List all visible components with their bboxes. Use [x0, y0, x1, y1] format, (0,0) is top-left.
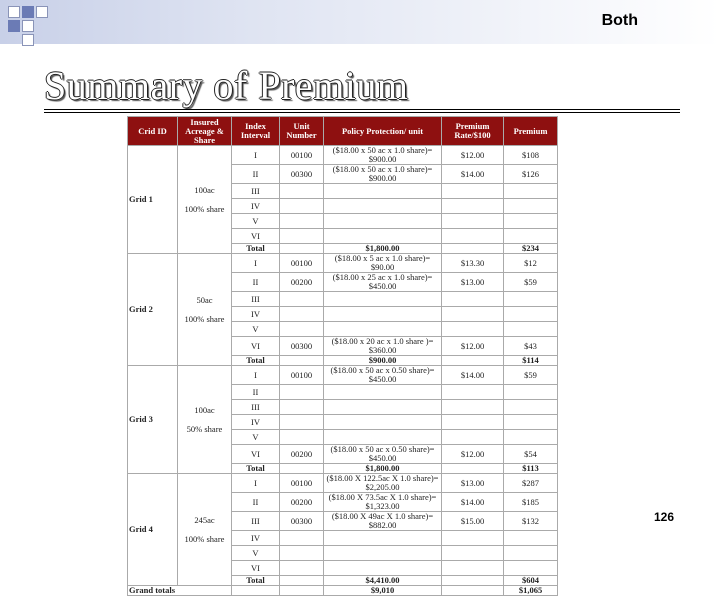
- interval-cell: II: [232, 493, 280, 512]
- protection-cell: [324, 184, 442, 199]
- rate-cell: $14.00: [442, 366, 504, 385]
- protection-cell: ($18.00 x 50 ac x 0.50 share)= $450.00: [324, 366, 442, 385]
- total-label: Total: [232, 464, 280, 474]
- premium-cell: $59: [504, 273, 558, 292]
- rate-cell: [442, 307, 504, 322]
- unit-cell: 00100: [280, 254, 324, 273]
- interval-cell: IV: [232, 199, 280, 214]
- grand-total-label: Grand totals: [128, 586, 232, 596]
- interval-cell: III: [232, 292, 280, 307]
- grid-id-cell: Grid 2: [128, 254, 178, 366]
- col-header: Index Interval: [232, 117, 280, 146]
- premium-cell: [504, 307, 558, 322]
- interval-cell: V: [232, 322, 280, 337]
- total-rate-cell: [442, 464, 504, 474]
- unit-cell: [280, 292, 324, 307]
- rate-cell: [442, 546, 504, 561]
- protection-cell: ($18.00 X 49ac X 1.0 share)= $882.00: [324, 512, 442, 531]
- rate-cell: [442, 531, 504, 546]
- total-premium: $234: [504, 244, 558, 254]
- grand-total-blank: [280, 586, 324, 596]
- premium-cell: [504, 385, 558, 400]
- unit-cell: [280, 415, 324, 430]
- interval-cell: III: [232, 184, 280, 199]
- premium-cell: [504, 322, 558, 337]
- unit-cell: [280, 214, 324, 229]
- interval-cell: I: [232, 474, 280, 493]
- share-value: 100% share: [184, 203, 225, 214]
- total-protection: $1,800.00: [324, 464, 442, 474]
- col-header: Premium Rate/$100: [442, 117, 504, 146]
- protection-cell: [324, 415, 442, 430]
- protection-cell: [324, 561, 442, 576]
- unit-cell: 00100: [280, 146, 324, 165]
- total-premium: $114: [504, 356, 558, 366]
- share-value: 100% share: [184, 313, 225, 324]
- protection-cell: ($18.00 x 50 ac x 1.0 share)= $900.00: [324, 165, 442, 184]
- unit-cell: [280, 531, 324, 546]
- premium-cell: $108: [504, 146, 558, 165]
- col-header: Premium: [504, 117, 558, 146]
- acreage-value: 50ac: [196, 294, 213, 305]
- protection-cell: ($18.00 X 122.5ac X 1.0 share)= $2,205.00: [324, 474, 442, 493]
- protection-cell: ($18.00 x 50 ac x 0.50 share)= $450.00: [324, 445, 442, 464]
- rate-cell: [442, 561, 504, 576]
- protection-cell: [324, 430, 442, 445]
- protection-cell: ($18.00 x 20 ac x 1.0 share )= $360.00: [324, 337, 442, 356]
- slide-title: Summary of Premium: [44, 63, 409, 108]
- share-value: 100% share: [184, 533, 225, 544]
- premium-cell: [504, 415, 558, 430]
- rate-cell: $14.00: [442, 493, 504, 512]
- unit-cell: 00200: [280, 445, 324, 464]
- unit-cell: 00100: [280, 366, 324, 385]
- interval-cell: V: [232, 546, 280, 561]
- rate-cell: $13.00: [442, 273, 504, 292]
- rate-cell: [442, 292, 504, 307]
- protection-cell: ($18.00 x 25 ac x 1.0 share)= $450.00: [324, 273, 442, 292]
- spacer: [179, 305, 230, 315]
- acreage-value: 100ac: [194, 404, 215, 415]
- unit-cell: 00100: [280, 474, 324, 493]
- premium-cell: $132: [504, 512, 558, 531]
- total-premium: $604: [504, 576, 558, 586]
- unit-cell: [280, 184, 324, 199]
- rate-cell: $12.00: [442, 445, 504, 464]
- premium-cell: [504, 214, 558, 229]
- total-protection: $900.00: [324, 356, 442, 366]
- protection-cell: ($18.00 x 50 ac x 1.0 share)= $900.00: [324, 146, 442, 165]
- rate-cell: [442, 430, 504, 445]
- unit-cell: [280, 385, 324, 400]
- rate-cell: $15.00: [442, 512, 504, 531]
- interval-cell: II: [232, 385, 280, 400]
- interval-cell: VI: [232, 337, 280, 356]
- protection-cell: [324, 307, 442, 322]
- audience-tag: Both: [601, 12, 638, 29]
- col-header: Unit Number: [280, 117, 324, 146]
- interval-cell: IV: [232, 307, 280, 322]
- protection-cell: [324, 322, 442, 337]
- total-label: Total: [232, 244, 280, 254]
- table-header-row: [128, 117, 558, 146]
- premium-cell: [504, 531, 558, 546]
- total-label: Total: [232, 356, 280, 366]
- rate-cell: [442, 229, 504, 244]
- protection-cell: ($18.00 x 5 ac x 1.0 share)= $90.00: [324, 254, 442, 273]
- total-rate-cell: [442, 244, 504, 254]
- grand-total-row: [128, 586, 558, 596]
- acreage-cell: [178, 366, 232, 474]
- protection-cell: [324, 531, 442, 546]
- protection-cell: [324, 199, 442, 214]
- premium-cell: [504, 430, 558, 445]
- premium-cell: [504, 561, 558, 576]
- unit-cell: [280, 229, 324, 244]
- premium-cell: $185: [504, 493, 558, 512]
- spacer: [179, 195, 230, 205]
- premium-cell: [504, 229, 558, 244]
- spacer: [179, 415, 230, 425]
- table-row: [128, 366, 558, 385]
- premium-cell: $54: [504, 445, 558, 464]
- unit-cell: [280, 307, 324, 322]
- table-row: [128, 254, 558, 273]
- unit-cell: 00200: [280, 273, 324, 292]
- decor-square: [22, 6, 34, 18]
- interval-cell: II: [232, 165, 280, 184]
- rate-cell: [442, 214, 504, 229]
- protection-cell: [324, 400, 442, 415]
- premium-cell: $59: [504, 366, 558, 385]
- total-protection: $4,410.00: [324, 576, 442, 586]
- rate-cell: [442, 385, 504, 400]
- rate-cell: [442, 184, 504, 199]
- unit-cell: [280, 546, 324, 561]
- page-number: 126: [654, 510, 675, 524]
- premium-cell: [504, 199, 558, 214]
- total-rate-cell: [442, 356, 504, 366]
- title-rule: [44, 109, 680, 113]
- unit-cell: [280, 322, 324, 337]
- total-label: Total: [232, 576, 280, 586]
- premium-cell: $126: [504, 165, 558, 184]
- protection-cell: [324, 214, 442, 229]
- rate-cell: [442, 322, 504, 337]
- grid-id-cell: Grid 3: [128, 366, 178, 474]
- table-row: [128, 474, 558, 493]
- interval-cell: I: [232, 366, 280, 385]
- table-row: [128, 146, 558, 165]
- acreage-value: 100ac: [194, 184, 215, 195]
- share-value: 50% share: [186, 423, 223, 434]
- protection-cell: [324, 292, 442, 307]
- col-header: Crid ID: [128, 117, 178, 146]
- interval-cell: V: [232, 214, 280, 229]
- premium-cell: [504, 400, 558, 415]
- interval-cell: VI: [232, 229, 280, 244]
- premium-cell: [504, 292, 558, 307]
- premium-cell: [504, 546, 558, 561]
- total-unit-cell: [280, 576, 324, 586]
- interval-cell: III: [232, 512, 280, 531]
- acreage-cell: [178, 254, 232, 366]
- unit-cell: 00300: [280, 512, 324, 531]
- grand-total-blank: [232, 586, 280, 596]
- rate-cell: $12.00: [442, 337, 504, 356]
- total-unit-cell: [280, 464, 324, 474]
- acreage-cell: [178, 146, 232, 254]
- grid-id-cell: Grid 4: [128, 474, 178, 586]
- interval-cell: IV: [232, 415, 280, 430]
- rate-cell: [442, 199, 504, 214]
- protection-cell: [324, 385, 442, 400]
- total-rate-cell: [442, 576, 504, 586]
- premium-cell: $43: [504, 337, 558, 356]
- interval-cell: I: [232, 146, 280, 165]
- total-premium: $113: [504, 464, 558, 474]
- premium-cell: $287: [504, 474, 558, 493]
- interval-cell: V: [232, 430, 280, 445]
- protection-cell: ($18.00 X 73.5ac X 1.0 share)= $1,323.00: [324, 493, 442, 512]
- interval-cell: IV: [232, 531, 280, 546]
- rate-cell: [442, 415, 504, 430]
- interval-cell: I: [232, 254, 280, 273]
- spacer: [179, 525, 230, 535]
- rate-cell: $13.00: [442, 474, 504, 493]
- unit-cell: 00300: [280, 165, 324, 184]
- interval-cell: II: [232, 273, 280, 292]
- rate-cell: [442, 400, 504, 415]
- acreage-cell: [178, 474, 232, 586]
- protection-cell: [324, 229, 442, 244]
- decor-square: [8, 20, 20, 32]
- interval-cell: III: [232, 400, 280, 415]
- unit-cell: [280, 199, 324, 214]
- acreage-value: 245ac: [194, 514, 215, 525]
- total-unit-cell: [280, 356, 324, 366]
- total-unit-cell: [280, 244, 324, 254]
- col-header: Insured Acreage & Share: [178, 117, 232, 146]
- unit-cell: [280, 430, 324, 445]
- table-body: [128, 146, 558, 596]
- premium-cell: $12: [504, 254, 558, 273]
- grid-id-cell: Grid 1: [128, 146, 178, 254]
- col-header: Policy Protection/ unit: [324, 117, 442, 146]
- premium-summary-table: [127, 116, 558, 596]
- rate-cell: $14.00: [442, 165, 504, 184]
- grand-total-blank: [442, 586, 504, 596]
- total-protection: $1,800.00: [324, 244, 442, 254]
- rate-cell: $13.30: [442, 254, 504, 273]
- unit-cell: [280, 400, 324, 415]
- unit-cell: 00200: [280, 493, 324, 512]
- decor-square: [22, 20, 34, 32]
- grand-total-protection: $9,010: [324, 586, 442, 596]
- decor-square: [22, 34, 34, 46]
- decor-square: [36, 6, 48, 18]
- protection-cell: [324, 546, 442, 561]
- grand-total-premium: $1,065: [504, 586, 558, 596]
- rate-cell: $12.00: [442, 146, 504, 165]
- unit-cell: [280, 561, 324, 576]
- decor-square: [8, 6, 20, 18]
- interval-cell: VI: [232, 445, 280, 464]
- unit-cell: 00300: [280, 337, 324, 356]
- premium-cell: [504, 184, 558, 199]
- interval-cell: VI: [232, 561, 280, 576]
